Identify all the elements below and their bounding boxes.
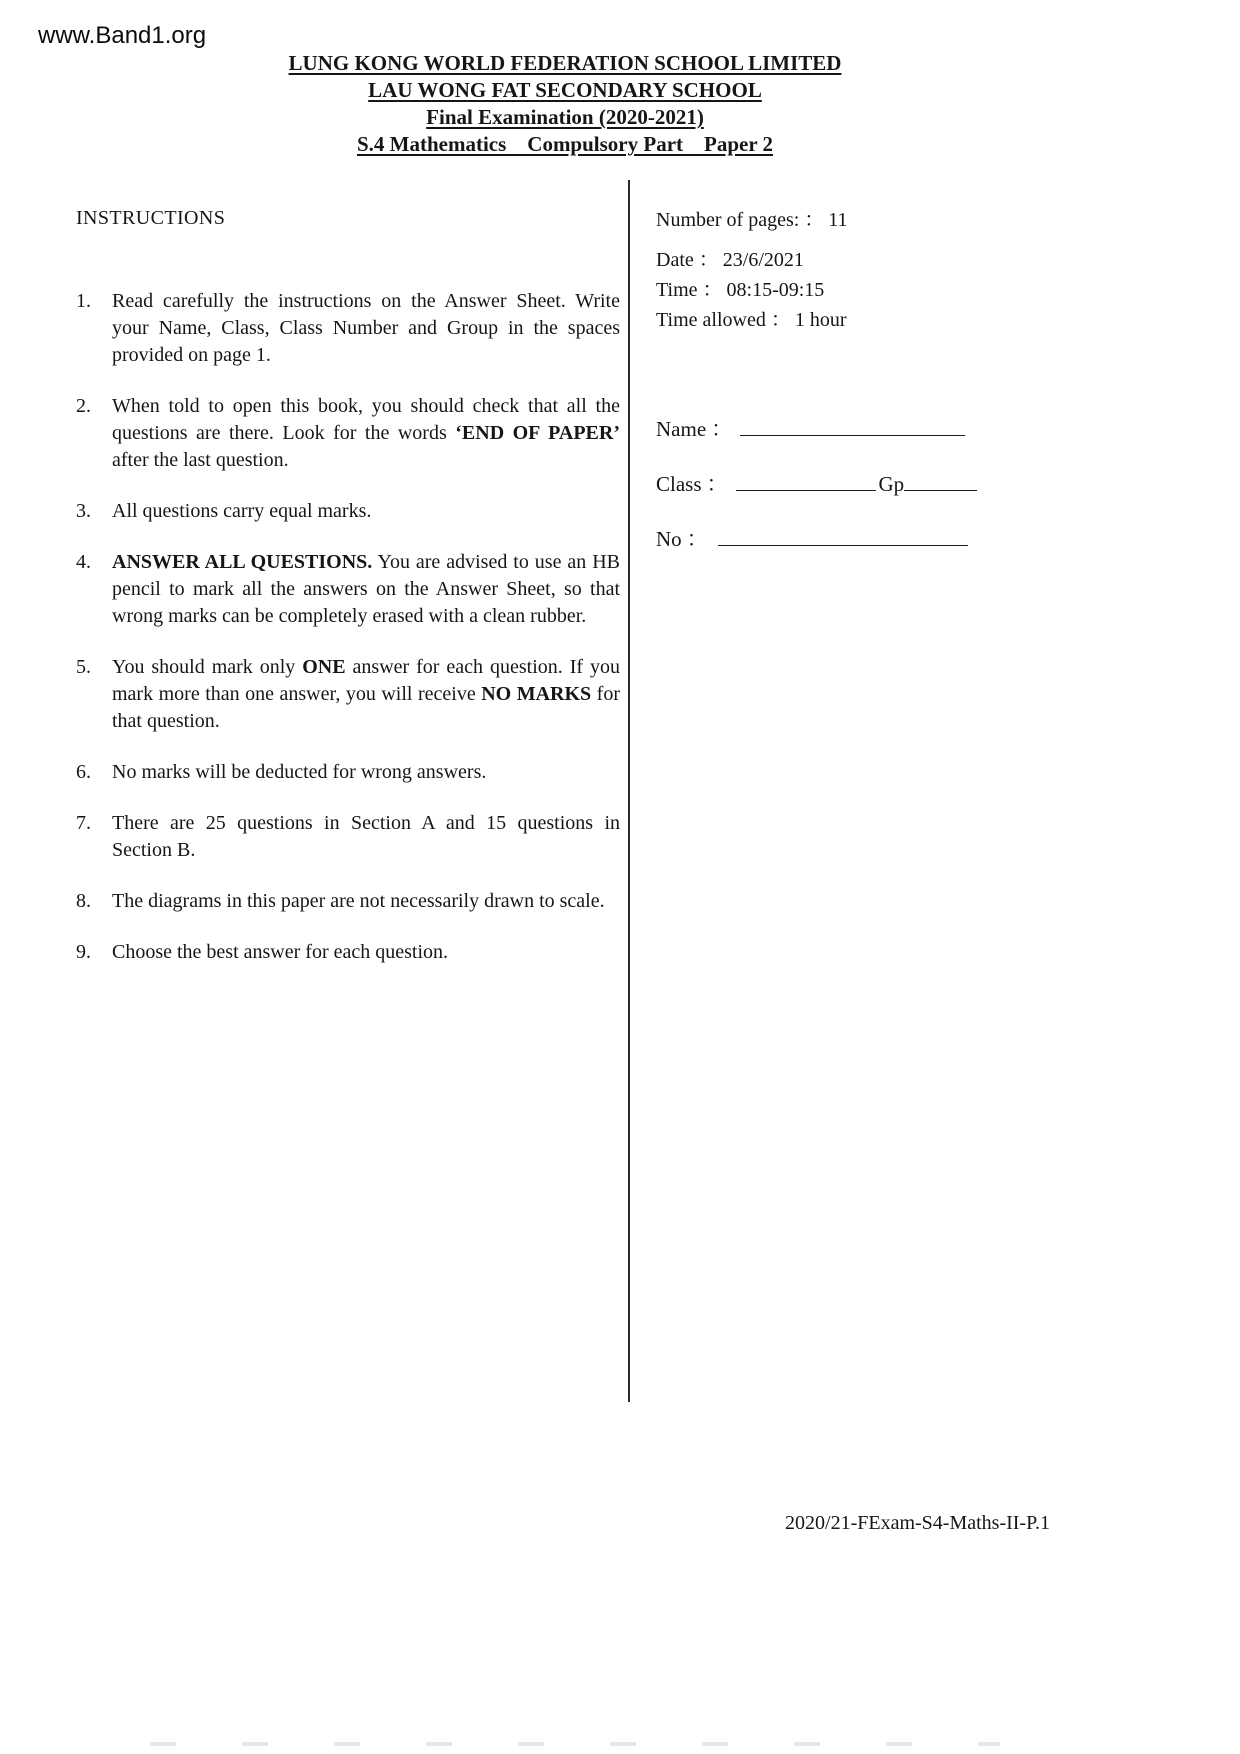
- instructions-list: [76, 288, 620, 966]
- school-name-line-2: LAU WONG FAT SECONDARY SCHOOL: [368, 78, 762, 102]
- exam-title: Final Examination (2020-2021): [426, 105, 704, 129]
- instruction-text: The diagrams in this paper are not necessarily drawn to scale.: [112, 890, 605, 912]
- instruction-number: 6.: [76, 761, 91, 783]
- instruction-number: 9.: [76, 941, 91, 963]
- exam-header: [0, 50, 1240, 158]
- scan-artifact: [150, 1742, 1000, 1746]
- no-separator: ：: [686, 527, 708, 551]
- info-row-time: [656, 275, 1168, 305]
- instruction-item: [76, 393, 620, 474]
- instruction-number: 1.: [76, 290, 91, 312]
- pages-separator: ：: [804, 209, 825, 231]
- name-field: [656, 413, 1168, 443]
- instruction-text: When told to open this book, you should check that all the questions are there. Look for the words ‘END OF PAPER’ after the last question.: [112, 395, 620, 471]
- gp-label: Gp: [878, 472, 905, 496]
- time-allowed-label: Time allowed: [656, 309, 766, 331]
- instruction-number: 3.: [76, 500, 91, 522]
- instruction-item: [76, 888, 620, 915]
- instruction-number: 5.: [76, 656, 91, 678]
- no-field: [656, 523, 1168, 553]
- class-field: [656, 468, 1168, 498]
- date-value: 23/6/2021: [722, 249, 804, 271]
- no-label: No: [656, 527, 682, 551]
- name-separator: ：: [711, 417, 733, 441]
- class-separator: ：: [706, 472, 728, 496]
- instruction-item: [76, 759, 620, 786]
- gp-blank-line: [904, 470, 977, 491]
- no-blank-line: [718, 525, 968, 546]
- instruction-number: 2.: [76, 395, 91, 417]
- pages-value: 11: [828, 209, 848, 231]
- instruction-number: 7.: [76, 812, 91, 834]
- class-label: Class: [656, 472, 702, 496]
- watermark-text: www.Band1.org: [38, 22, 207, 49]
- instruction-text: No marks will be deducted for wrong answers.: [112, 761, 487, 783]
- instruction-item: [76, 654, 620, 735]
- instruction-text: You should mark only ONE answer for each question. If you mark more than one answer, you will receive NO MARKS for that question.: [112, 656, 620, 732]
- instruction-text: All questions carry equal marks.: [112, 500, 372, 522]
- instruction-text: Read carefully the instructions on the Answer Sheet. Write your Name, Class, Class Number and Group in the spaces provided on page 1.: [112, 290, 620, 366]
- instructions-heading: INSTRUCTIONS: [76, 207, 226, 229]
- info-row-date: [656, 245, 1168, 275]
- school-name-line-1: LUNG KONG WORLD FEDERATION SCHOOL LIMITED: [288, 51, 842, 75]
- instruction-number: 8.: [76, 890, 91, 912]
- name-label: Name: [656, 417, 707, 441]
- date-label: Date: [656, 249, 694, 271]
- time-allowed-value: 1 hour: [794, 309, 847, 331]
- instruction-item: [76, 549, 620, 630]
- instruction-text: ANSWER ALL QUESTIONS. You are advised to use an HB pencil to mark all the answers on the Answer Sheet, so that wrong marks can be completely erased with a clean rubber.: [112, 551, 620, 627]
- instruction-item: [76, 288, 620, 369]
- time-allowed-separator: ：: [770, 309, 791, 331]
- instruction-number: 4.: [76, 551, 91, 573]
- date-separator: ：: [698, 249, 719, 271]
- pages-label: Number of pages:: [656, 209, 800, 231]
- class-blank-line: [736, 470, 876, 491]
- instruction-item: [76, 498, 620, 525]
- page-footer-code: 2020/21-FExam-S4-Maths-II-P.1: [785, 1512, 1050, 1534]
- info-row-pages: [656, 205, 1168, 235]
- time-separator: ：: [702, 279, 723, 301]
- time-label: Time: [656, 279, 698, 301]
- instructions-column: [76, 205, 620, 990]
- time-value: 08:15-09:15: [726, 279, 825, 301]
- instruction-item: [76, 939, 620, 966]
- instruction-item: [76, 810, 620, 864]
- column-divider-line: [628, 180, 630, 1402]
- instruction-text: There are 25 questions in Section A and 15 questions in Section B.: [112, 812, 620, 861]
- instruction-text: Choose the best answer for each question.: [112, 941, 449, 963]
- paper-title: S.4 Mathematics Compulsory Part Paper 2: [356, 132, 774, 156]
- name-blank-line: [740, 415, 965, 436]
- info-row-time-allowed: [656, 305, 1168, 335]
- exam-info-column: [656, 205, 1168, 553]
